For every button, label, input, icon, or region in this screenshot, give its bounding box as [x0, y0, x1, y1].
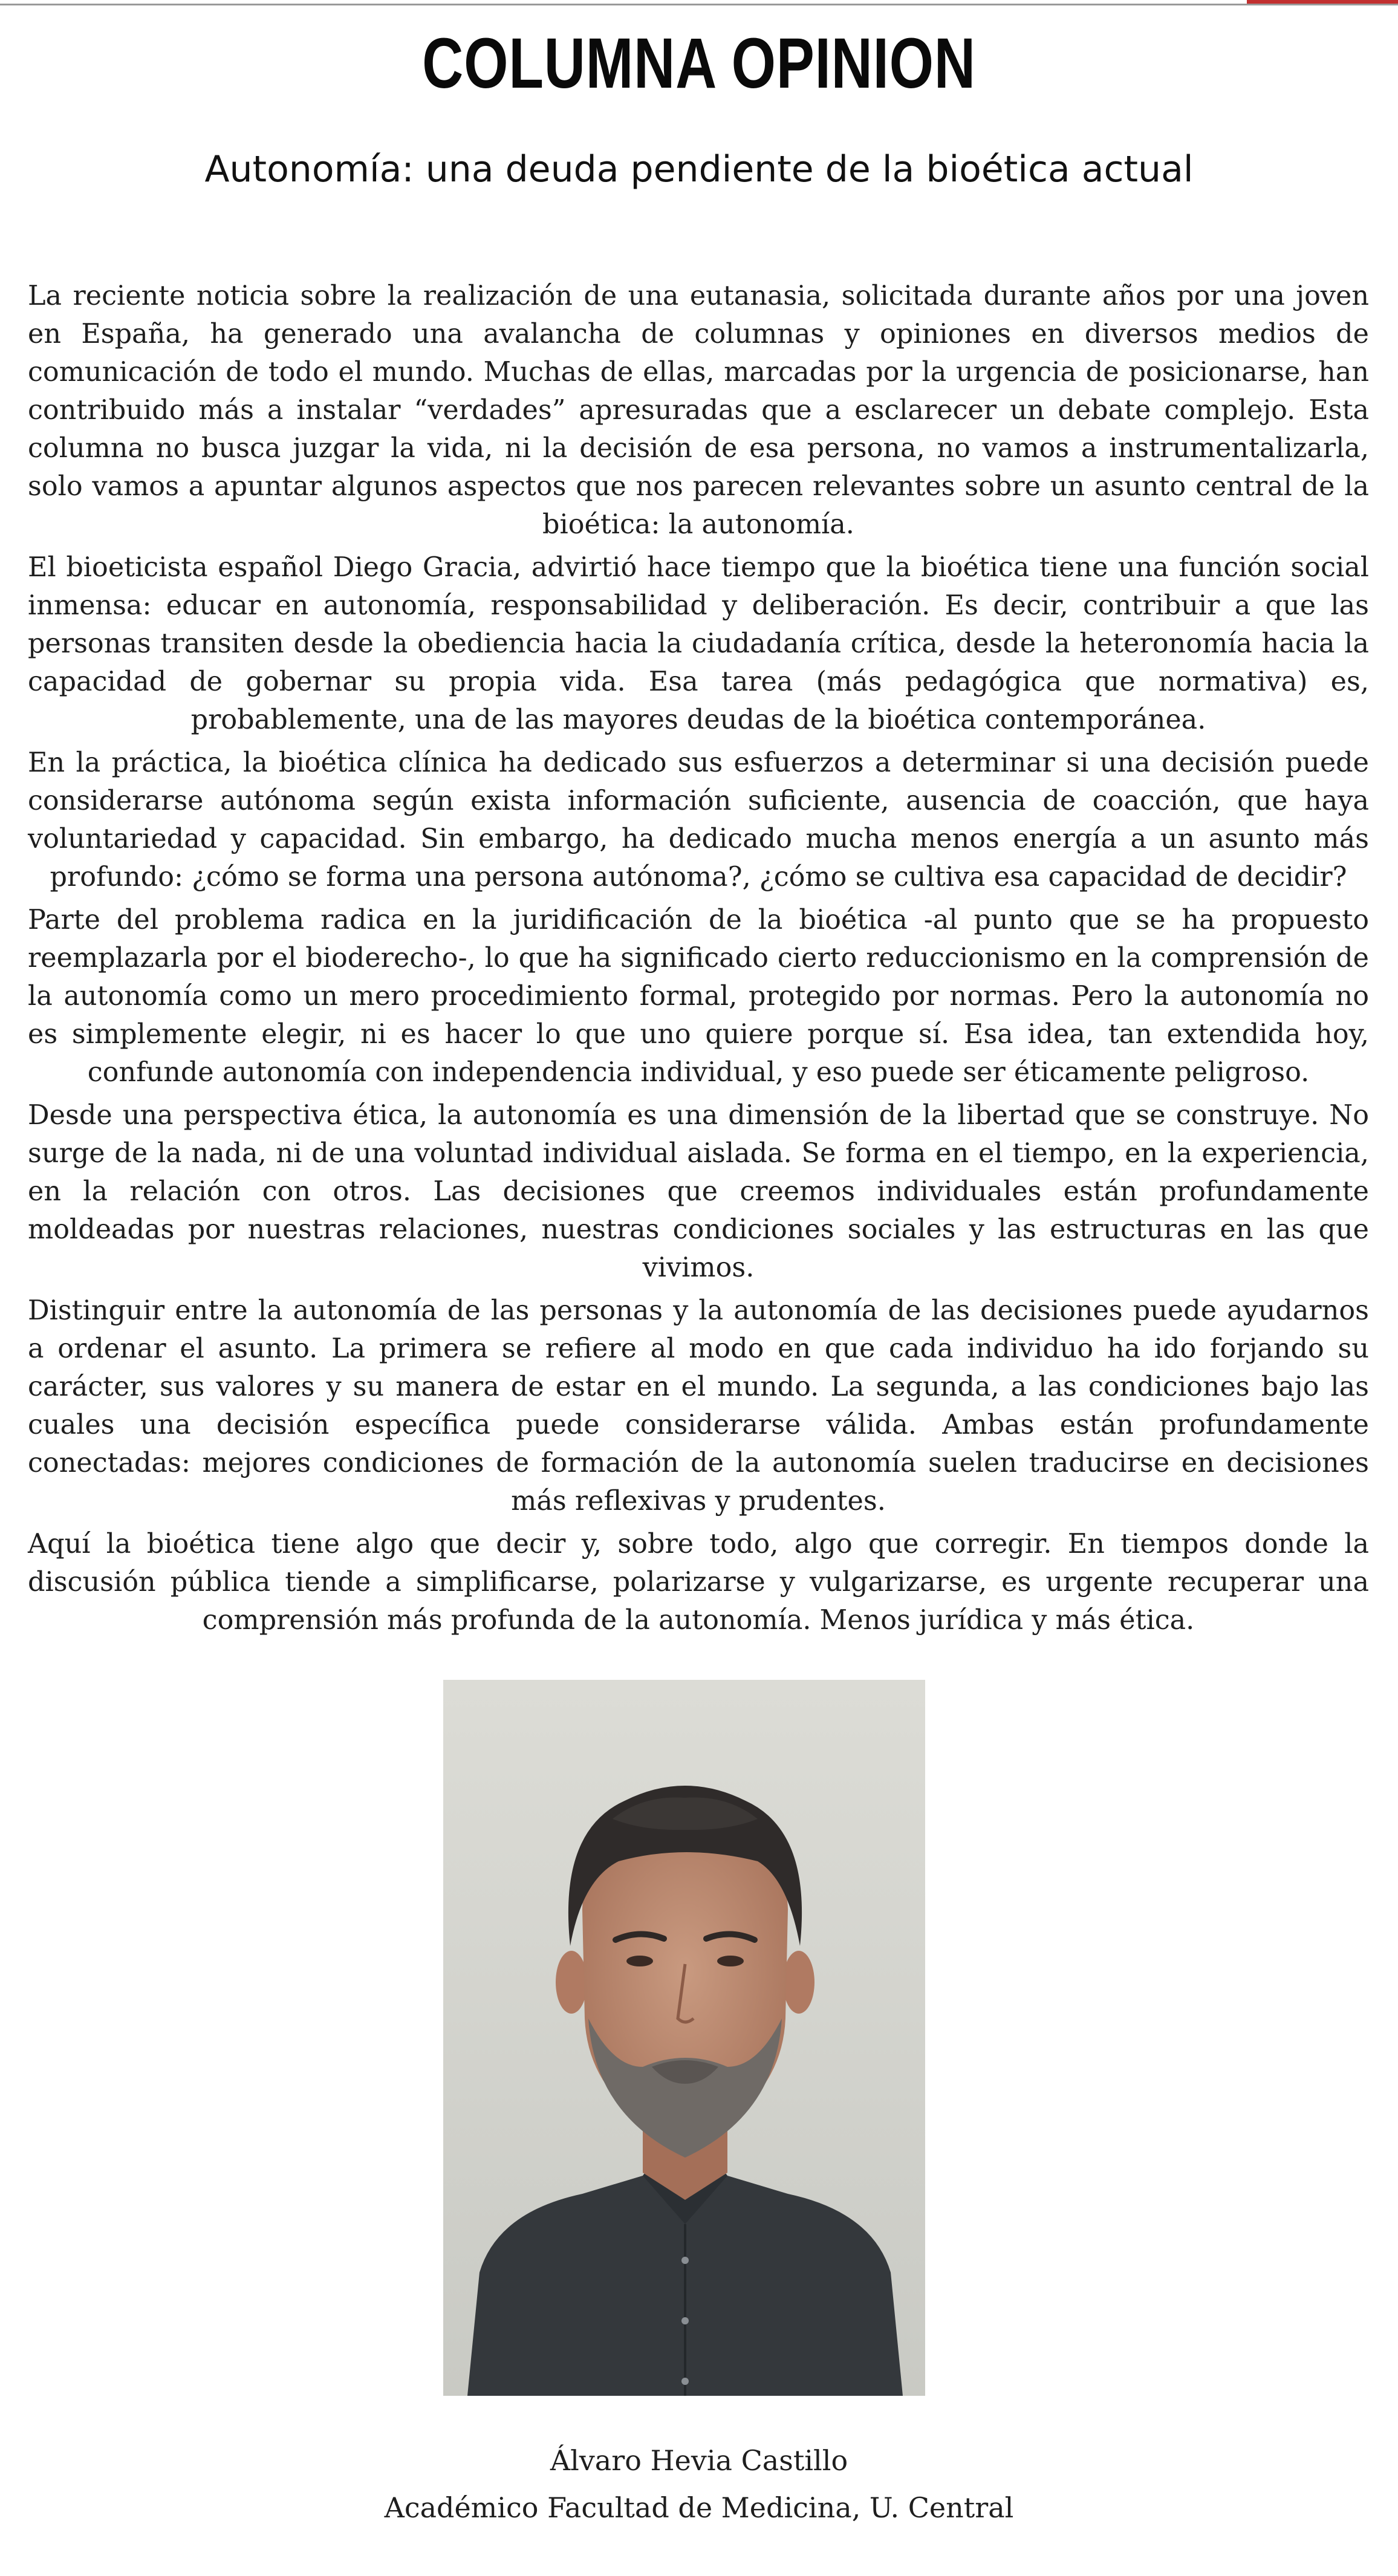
article-title: Autonomía: una deuda pendiente de la bioética actual	[204, 148, 1194, 190]
top-accent-bar	[1247, 0, 1398, 4]
section-heading: COLUMNA OPINION	[422, 24, 976, 103]
article-paragraph: Aquí la bioética tiene algo que decir y, sobre todo, algo que corregir. En tiempos donde la discusión pública tiende a simplificarse, polarizarse y vulgarizarse, es urgente recuperar una comprensión más profunda de la autonomía. Menos jurídica y más ética.	[28, 1529, 1369, 1636]
author-photo	[443, 1680, 925, 2396]
article-paragraph: El bioeticista español Diego Gracia, advirtió hace tiempo que la bioética tiene una función social inmensa: educar en autonomía, responsabilidad y deliberación. Es decir, contribuir a que las personas transiten desde la obediencia hacia la ciudadanía crítica, desde la heteronomía hacia la capacidad de gobernar su propia vida. Esa tarea (más pedagógica que normativa) es, probablemente, una de las mayores deudas de la bioética contemporánea.	[28, 552, 1369, 735]
article-paragraph: Distinguir entre la autonomía de las personas y la autonomía de las decisiones puede ayudarnos a ordenar el asunto. La primera se refiere al modo en que cada individuo ha ido forjando su carácter, sus valores y su manera de estar en el mundo. La segunda, a las condiciones bajo las cuales una decisión específica puede considerarse válida. Ambas están profundamente conectadas: mejores condiciones de formación de la autonomía suelen traducirse en decisiones más reflexivas y prudentes.	[28, 1295, 1369, 1517]
author-name: Álvaro Hevia Castillo	[550, 2444, 848, 2477]
top-rule	[0, 4, 1398, 5]
article-paragraph: Parte del problema radica en la juridificación de la bioética -al punto que se ha propuesto reemplazarla por el bioderecho-, lo que ha significado cierto reduccionismo en la comprensión de la autonomía como un mero procedimiento formal, protegido por normas. Pero la autonomía no es simplemente elegir, ni es hacer lo que uno quiere porque sí. Esa idea, tan extendida hoy, confunde autonomía con independencia individual, y eso puede ser éticamente peligroso.	[28, 905, 1369, 1088]
author-portrait-illustration	[443, 1680, 925, 2396]
article-paragraph: Desde una perspectiva ética, la autonomía es una dimensión de la libertad que se construye. No surge de la nada, ni de una voluntad individual aislada. Se forma en el tiempo, en la experiencia, en la relación con otros. Las decisiones que creemos individuales están profundamente moldeadas por nuestras relaciones, nuestras condiciones sociales y las estructuras en las que vivimos.	[28, 1100, 1369, 1283]
article-paragraph: La reciente noticia sobre la realización de una eutanasia, solicitada durante años por una joven en España, ha generado una avalancha de columnas y opiniones en diversos medios de comunicación de todo el mundo. Muchas de ellas, marcadas por la urgencia de posicionarse, han contribuido más a instalar “verdades” apresuradas que a esclarecer un debate complejo. Esta columna no busca juzgar la vida, ni la decisión de esa persona, no vamos a instrumentalizarla, solo vamos a apuntar algunos aspectos que nos parecen relevantes sobre un asunto central de la bioética: la autonomía.	[28, 281, 1369, 540]
author-affiliation: Académico Facultad de Medicina, U. Central	[384, 2491, 1014, 2524]
article-body	[28, 277, 1369, 1644]
article-paragraph: En la práctica, la bioética clínica ha dedicado sus esfuerzos a determinar si una decisión puede considerarse autónoma según exista información suficiente, ausencia de coacción, que haya voluntariedad y capacidad. Sin embargo, ha dedicado mucha menos energía a un asunto más profundo: ¿cómo se forma una persona autónoma?, ¿cómo se cultiva esa capacidad de decidir?	[28, 747, 1369, 893]
